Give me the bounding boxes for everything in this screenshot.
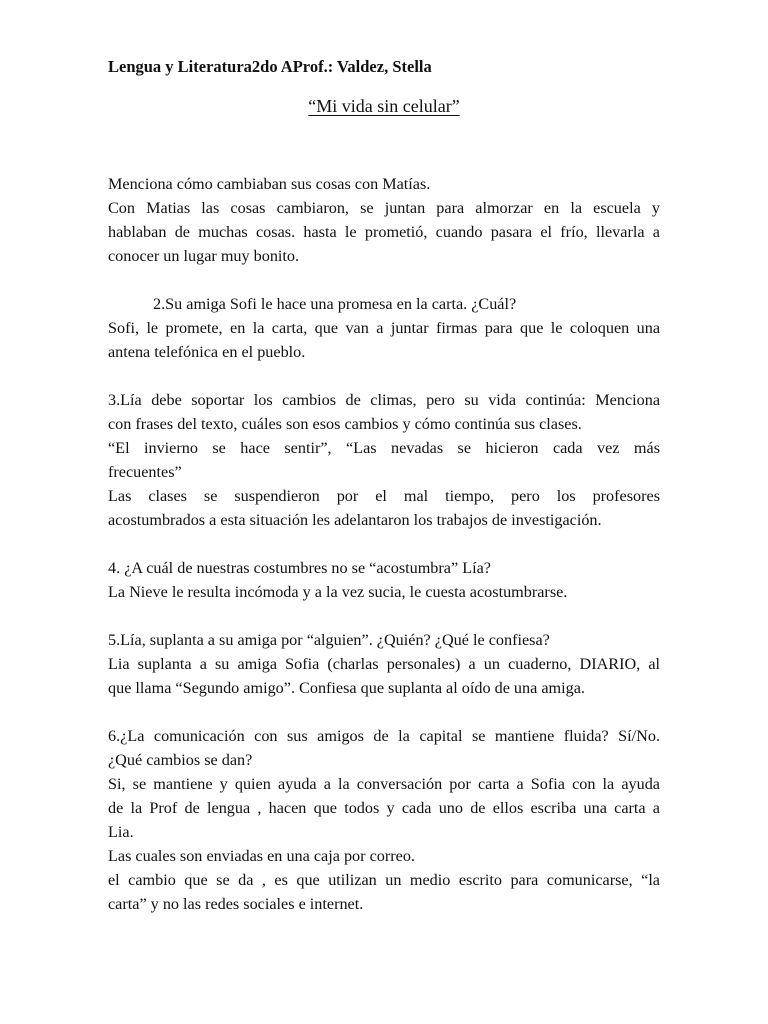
document-header: Lengua y Literatura2do AProf.: Valdez, Stella <box>108 57 432 76</box>
answer-line: el cambio que se da , es que utilizan un medio escrito para comunicarse, “la <box>108 871 660 889</box>
answer-line: conocer un lugar muy bonito. <box>108 247 300 265</box>
answer-line: Lia suplanta a su amiga Sofia (charlas personales) a un cuaderno, DIARIO, al <box>108 655 660 673</box>
answer-line: Las clases se suspendieron por el mal tiempo, pero los profesores <box>108 487 660 505</box>
answer-line: Sofi, le promete, en la carta, que van a juntar firmas para que le coloquen una <box>108 319 660 337</box>
answer-block-4 <box>108 556 660 604</box>
answer-line: La Nieve le resulta incómoda y a la vez sucia, le cuesta acostumbrarse. <box>108 583 568 601</box>
answer-line: de la Prof de lengua , hacen que todos y cada uno de ellos escriba una carta a <box>108 799 660 817</box>
answer-line: “El invierno se hace sentir”, “Las nevadas se hicieron cada vez más <box>108 439 660 457</box>
answer-line: frecuentes” <box>108 463 182 481</box>
question-line: 3.Lía debe soportar los cambios de climas, pero su vida continúa: Menciona <box>108 391 660 409</box>
question-line: con frases del texto, cuáles son esos cambios y cómo continúa sus clases. <box>108 415 582 433</box>
answer-line: acostumbrados a esta situación les adelantaron los trabajos de investigación. <box>108 511 602 529</box>
answer-line: hablaban de muchas cosas. hasta le prometió, cuando pasara el frío, llevarla a <box>108 223 660 241</box>
answer-block-3 <box>108 388 660 532</box>
question-line: 5.Lía, suplanta a su amiga por “alguien”. ¿Quién? ¿Qué le confiesa? <box>108 631 550 649</box>
question-line: ¿Qué cambios se dan? <box>108 751 253 769</box>
answer-line: Lia. <box>108 823 134 841</box>
question-line: 6.¿La comunicación con sus amigos de la capital se mantiene fluida? Sí/No. <box>108 727 660 745</box>
document-title <box>0 94 768 118</box>
document-body <box>108 172 660 940</box>
answer-line: carta” y no las redes sociales e internet. <box>108 895 364 913</box>
answer-line: antena telefónica en el pueblo. <box>108 343 306 361</box>
answer-line: que llama “Segundo amigo”. Confiesa que suplanta al oído de una amiga. <box>108 679 585 697</box>
answer-line: Si, se mantiene y quien ayuda a la conversación por carta a Sofia con la ayuda <box>108 775 660 793</box>
document-title-text: “Mi vida sin celular” <box>308 96 460 116</box>
question-line: Menciona cómo cambiaban sus cosas con Matías. <box>108 175 431 193</box>
question-line: 4. ¿A cuál de nuestras costumbres no se “acostumbra” Lía? <box>108 559 491 577</box>
answer-line: Con Matias las cosas cambiaron, se juntan para almorzar en la escuela y <box>108 199 660 217</box>
answer-line: Las cuales son enviadas en una caja por correo. <box>108 847 415 865</box>
answer-block-5 <box>108 628 660 700</box>
answer-block-1 <box>108 172 660 268</box>
question-line: 2.Su amiga Sofi le hace una promesa en la carta. ¿Cuál? <box>153 295 517 313</box>
answer-block-6 <box>108 724 660 916</box>
answer-block-2 <box>108 292 660 364</box>
